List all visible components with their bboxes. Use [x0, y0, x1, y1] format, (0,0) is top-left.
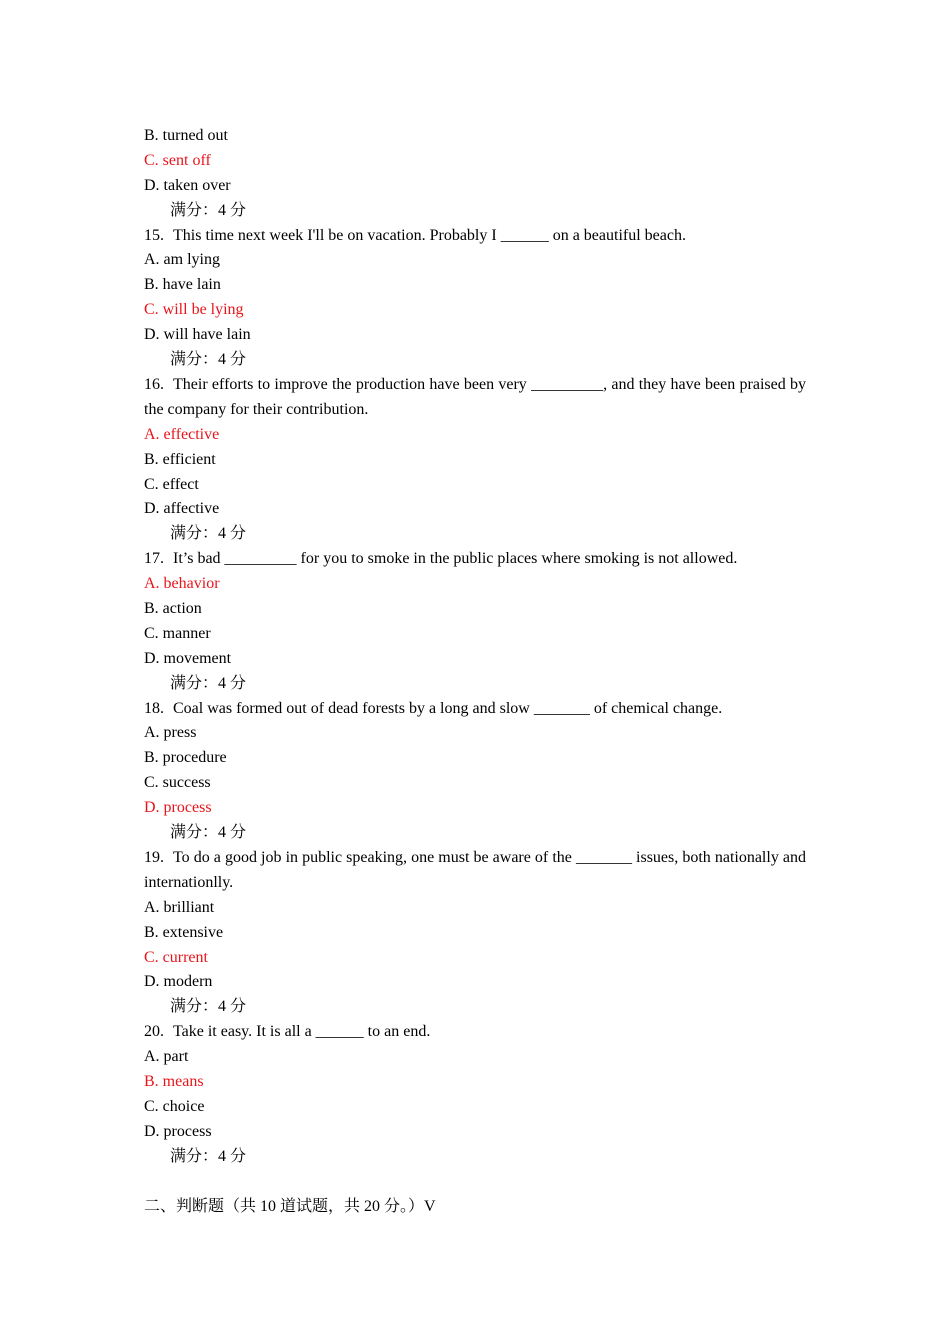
correct-answer-option: A. behavior: [144, 575, 220, 593]
correct-answer-option: D. process: [144, 799, 212, 817]
answer-option: A. press: [144, 724, 197, 742]
correct-answer-option: C. current: [144, 948, 208, 966]
question-stem: [144, 1020, 806, 1045]
answer-option: A. am lying: [144, 251, 220, 269]
correct-answer-option: B. means: [144, 1072, 204, 1090]
answer-option: D. modern: [144, 973, 213, 991]
answer-option: C. success: [144, 774, 211, 792]
answer-option: B. have lain: [144, 276, 221, 294]
answer-option: B. turned out: [144, 127, 228, 144]
correct-answer-option: C. sent off: [144, 151, 211, 169]
question-number: 18.: [144, 699, 164, 717]
question-block: [144, 224, 806, 373]
score-label: 满分：4 分: [170, 351, 247, 369]
answer-option: C. choice: [144, 1097, 205, 1115]
score-label: 满分：4 分: [170, 201, 247, 219]
question-stem: [144, 224, 806, 249]
question-block: [144, 547, 806, 696]
answer-option: A. brilliant: [144, 898, 215, 916]
question-stem: [144, 373, 806, 423]
question-list: [144, 224, 806, 1170]
answer-option: B. action: [144, 599, 202, 617]
answer-option: C. manner: [144, 624, 211, 642]
answer-option: D. affective: [144, 500, 220, 518]
question-text: Take it easy. It is all a ______ to an end.: [173, 1023, 431, 1041]
score-label: 满分：4 分: [170, 1147, 247, 1165]
correct-answer-option: A. effective: [144, 425, 220, 443]
score-label: 满分：4 分: [170, 525, 247, 543]
question-block: [144, 697, 806, 846]
question-stem: [144, 697, 806, 722]
score-label: 满分：4 分: [170, 998, 247, 1016]
answer-option: B. extensive: [144, 923, 224, 941]
question-number: 20.: [144, 1023, 164, 1041]
score-label: 满分：4 分: [170, 674, 247, 692]
answer-option: D. process: [144, 1122, 212, 1140]
question-block: [144, 373, 806, 547]
question-block: [144, 1020, 806, 1169]
answer-option: B. procedure: [144, 749, 227, 767]
question-stem: [144, 547, 806, 572]
question-text: Their efforts to improve the production have been very _________, and they have been praised by the company for their contribution.: [144, 375, 806, 418]
question-text: It’s bad _________ for you to smoke in the public places where smoking is not allowed.: [173, 550, 738, 568]
answer-option: B. efficient: [144, 450, 216, 468]
answer-option: D. will have lain: [144, 326, 251, 344]
answer-option: D. movement: [144, 649, 232, 667]
question-number: 15.: [144, 226, 164, 244]
question-text: Coal was formed out of dead forests by a long and slow _______ of chemical change.: [173, 699, 723, 717]
question-stem: [144, 846, 806, 896]
question-number: 16.: [144, 375, 164, 393]
previous-question-options: [144, 124, 806, 199]
question-block: [144, 846, 806, 1020]
answer-option: A. part: [144, 1048, 189, 1066]
score-label: 满分：4 分: [170, 824, 247, 842]
question-text: This time next week I'll be on vacation. Probably I ______ on a beautiful beach.: [173, 226, 686, 244]
question-number: 19.: [144, 848, 164, 866]
exam-page: [144, 124, 806, 1219]
answer-option: C. effect: [144, 475, 199, 493]
correct-answer-option: C. will be lying: [144, 301, 244, 319]
section-heading: 二、判断题（共 10 道试题，共 20 分。）V: [144, 1197, 436, 1215]
answer-option: D. taken over: [144, 176, 231, 194]
question-number: 17.: [144, 550, 164, 568]
question-text: To do a good job in public speaking, one must be aware of the _______ issues, both nationally and internationlly.: [144, 848, 806, 891]
